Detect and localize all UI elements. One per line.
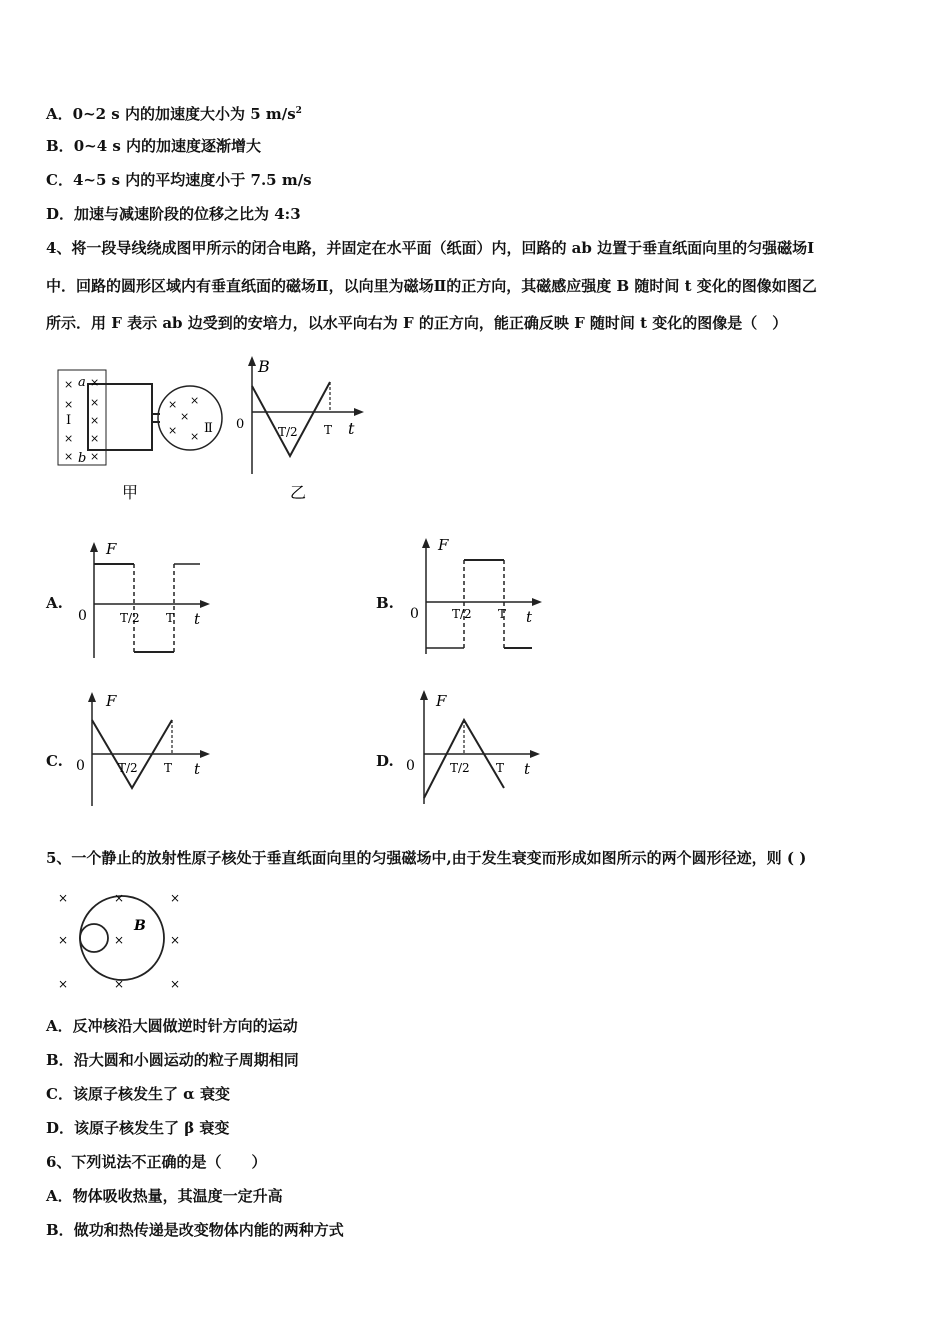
caption-jia: 甲 [122, 483, 139, 502]
x-label: t [348, 419, 355, 438]
tick-full: T [498, 607, 507, 621]
y-label: F [106, 540, 117, 558]
caption-yi: 乙 [290, 483, 307, 502]
q4-option-b-label: B. [376, 594, 394, 612]
label-b: b [78, 451, 87, 466]
q5-option-c [46, 1084, 230, 1104]
q6-option-a [46, 1186, 283, 1206]
tick-full: T [496, 761, 505, 775]
cross-mark: × [190, 430, 200, 443]
q5-option-d [46, 1118, 229, 1138]
origin-label: 0 [236, 417, 245, 432]
y-label: F [106, 692, 117, 710]
option-label: C． [46, 171, 73, 189]
tick-full: T [324, 423, 333, 437]
y-label: B [258, 357, 270, 376]
superscript: 2 [295, 106, 302, 116]
tick-half: T/2 [452, 607, 472, 621]
option-label: C． [46, 1085, 73, 1103]
cross-mark: × [90, 414, 100, 427]
label-region-2: Ⅱ [204, 421, 213, 436]
cross-mark: × [64, 432, 74, 445]
origin-label: 0 [406, 758, 415, 774]
tick-half: T/2 [278, 425, 298, 439]
b-curve [252, 382, 333, 456]
small-orbit [80, 924, 108, 952]
x-label: t [194, 610, 201, 628]
label-region-1: Ⅰ [66, 413, 72, 428]
option-text: 反冲核沿大圆做逆时针方向的运动 [72, 1017, 298, 1035]
cross-mark: × [170, 891, 181, 905]
y-label: F [438, 536, 449, 554]
option-label: B． [46, 1221, 74, 1239]
option-text: 沿大圆和小圆运动的粒子周期相同 [73, 1051, 299, 1069]
q5-figure [52, 888, 192, 996]
option-label: A． [46, 105, 73, 123]
q4-option-c-label: C. [46, 752, 63, 770]
q4-stem-line1: 4、将一段导线绕成图甲所示的闭合电路，并固定在水平面（纸面）内，回路的 ab 边置于垂直纸面向里的匀强磁场Ⅰ [46, 239, 815, 257]
cross-mark: × [58, 977, 69, 991]
q6-stem: 6、下列说法不正确的是（ ） [46, 1153, 267, 1171]
option-label: A． [46, 1017, 73, 1035]
tick-full: T [166, 611, 175, 625]
y-label: F [436, 692, 447, 710]
q5-stem: 5、一个静止的放射性原子核处于垂直纸面向里的匀强磁场中,由于发生衰变而形成如图所示的两个圆形径迹，则 ( ) [46, 849, 807, 867]
option-text: 加速与减速阶段的位移之比为 4:3 [74, 205, 301, 223]
q4-option-d-graph [404, 686, 544, 810]
cross-mark: × [90, 376, 100, 389]
q3-option-b [46, 136, 261, 156]
cross-mark: × [170, 933, 181, 947]
option-text: 0~4 s 内的加速度逐渐增大 [73, 137, 262, 155]
q4-option-d-label: D. [376, 752, 394, 770]
option-label: A． [46, 1187, 73, 1205]
tick-half: T/2 [120, 611, 140, 625]
x-label: t [524, 760, 531, 778]
q3-option-c [46, 170, 312, 190]
option-text: 做功和热传递是改变物体内能的两种方式 [73, 1221, 344, 1239]
option-text: 该原子核发生了 β 衰变 [74, 1119, 230, 1137]
figure-yi [232, 352, 372, 510]
option-text: 4~5 s 内的平均速度小于 7.5 m/s [72, 171, 312, 189]
q4-option-a-label: A. [46, 594, 63, 612]
q3-option-d [46, 204, 301, 224]
option-label: D． [46, 205, 75, 223]
cross-mark: × [64, 398, 74, 411]
origin-label: 0 [76, 758, 85, 774]
cross-mark: × [180, 410, 190, 423]
q4-option-a-graph [74, 534, 214, 664]
cross-mark: × [114, 933, 125, 947]
option-text: 0~2 s 内的加速度大小为 5 m/s [72, 105, 296, 123]
tick-full: T [164, 761, 173, 775]
figure-jia [50, 360, 230, 510]
cross-mark: × [64, 378, 74, 391]
option-text: 物体吸收热量，其温度一定升高 [72, 1187, 283, 1205]
label-a: a [78, 375, 86, 390]
cross-mark: × [90, 396, 100, 409]
q5-option-a [46, 1016, 298, 1036]
cross-mark: × [90, 450, 100, 463]
option-text: 该原子核发生了 α 衰变 [72, 1085, 230, 1103]
q4-stem-line2: 中．回路的圆形区域内有垂直纸面的磁场Ⅱ，以向里为磁场Ⅱ的正方向，其磁感应强度 B 随时间 t 变化的图像如图乙 [46, 277, 817, 295]
option-label: B． [46, 1051, 74, 1069]
cross-mark: × [58, 891, 69, 905]
origin-label: 0 [410, 606, 419, 622]
cross-mark: × [170, 977, 181, 991]
cross-mark: × [190, 394, 200, 407]
cross-mark: × [168, 398, 178, 411]
q4-option-c-graph [74, 688, 214, 812]
cross-mark: × [58, 933, 69, 947]
q3-option-a [46, 101, 302, 124]
option-label: B． [46, 137, 74, 155]
option-label: D． [46, 1119, 75, 1137]
q6-option-b [46, 1220, 344, 1240]
cross-mark: × [168, 424, 178, 437]
q4-stem-line3: 所示．用 F 表示 ab 边受到的安培力，以水平向右为 F 的正方向，能正确反映 F 随时间 t 变化的图像是（ ） [46, 314, 788, 332]
cross-mark: × [90, 432, 100, 445]
x-label: t [194, 760, 201, 778]
field-label: B [134, 918, 146, 934]
q4-option-b-graph [406, 530, 546, 660]
cross-mark: × [114, 977, 125, 991]
tick-half: T/2 [450, 761, 470, 775]
origin-label: 0 [78, 608, 87, 624]
x-label: t [526, 608, 533, 626]
q5-option-b [46, 1050, 299, 1070]
tick-half: T/2 [118, 761, 138, 775]
cross-mark: × [114, 891, 125, 905]
cross-mark: × [64, 450, 74, 463]
